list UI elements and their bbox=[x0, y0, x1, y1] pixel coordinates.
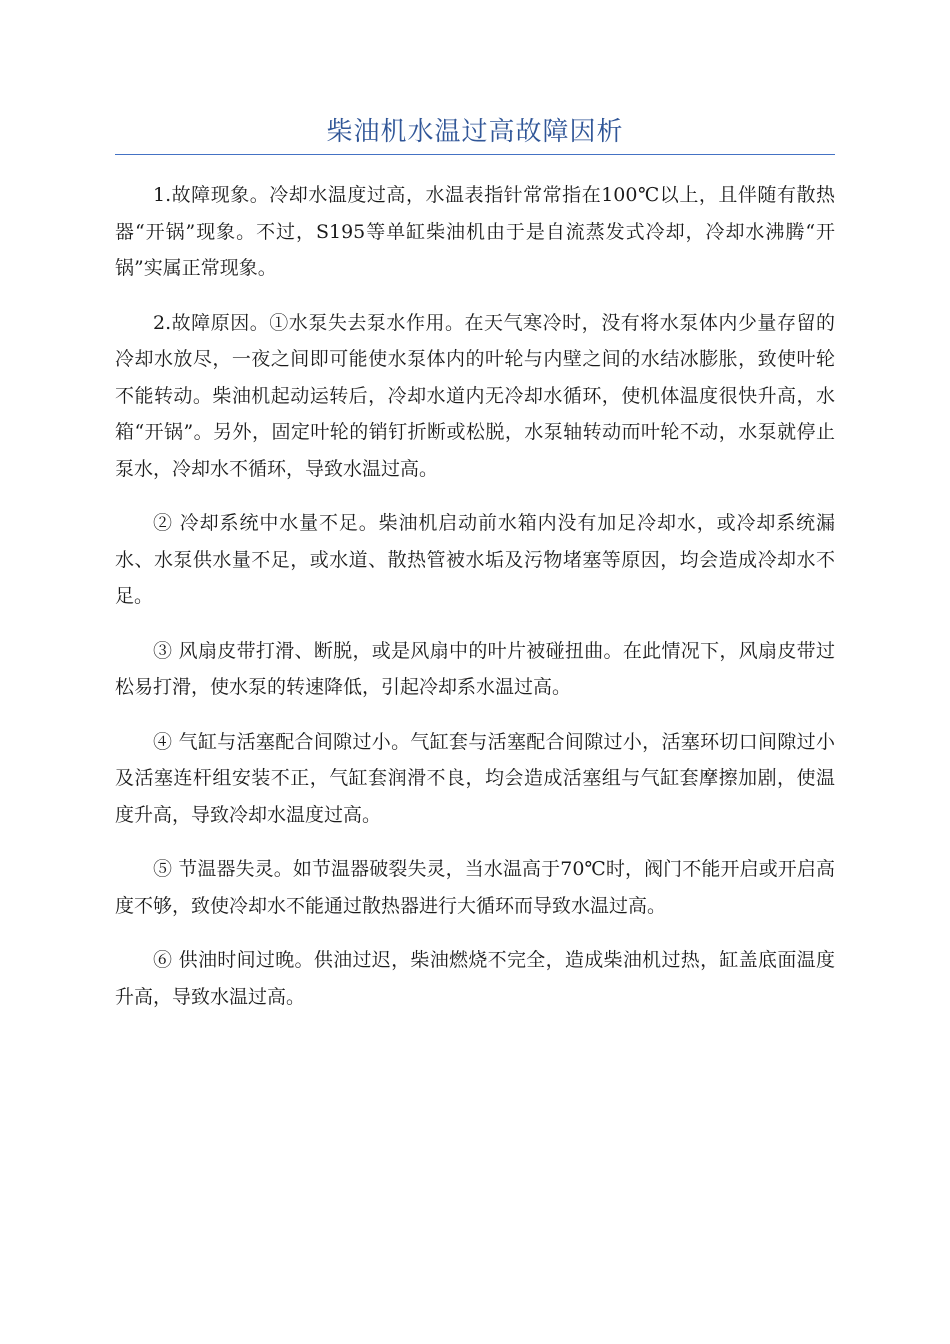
paragraph-injection-timing: ⑥ 供油时间过晚。供油过迟，柴油燃烧不完全，造成柴油机过热，缸盖底面温度升高，导致水温过高。 bbox=[115, 949, 835, 1008]
paragraph-thermostat: ⑤ 节温器失灵。如节温器破裂失灵，当水温高于70℃时，阀门不能开启或开启高度不够，致使冷却水不能通过散热器进行大循环而导致水温过高。 bbox=[115, 858, 835, 917]
paragraph-insufficient-water: ② 冷却系统中水量不足。柴油机启动前水箱内没有加足冷却水，或冷却系统漏水、水泵供水量不足，或水道、散热管被水垢及污物堵塞等原因，均会造成冷却水不足。 bbox=[115, 512, 835, 607]
paragraph-fault-symptom: 1.故障现象。冷却水温度过高，水温表指针常常指在100℃以上，且伴随有散热器“开锅”现象。不过，S195等单缸柴油机由于是自流蒸发式冷却，冷却水沸腾“开锅”实属正常现象。 bbox=[115, 184, 835, 279]
document-body bbox=[115, 177, 835, 1033]
document-title: 柴油机水温过高故障因析 bbox=[326, 117, 624, 147]
paragraph-cylinder-clearance: ④ 气缸与活塞配合间隙过小。气缸套与活塞配合间隙过小，活塞环切口间隙过小及活塞连杆组安装不正，气缸套润滑不良，均会造成活塞组与气缸套摩擦加剧，使温度升高，导致冷却水温度过高。 bbox=[115, 730, 835, 826]
paragraph-fault-cause-water-pump: 2.故障原因。①水泵失去泵水作用。在天气寒冷时，没有将水泵体内少量存留的冷却水放尽，一夜之间即可能使水泵体内的叶轮与内壁之间的水结冰膨胀，致使叶轮不能转动。柴油机起动运转后，冷却水道内无冷却水循环，使机体温度很快升高，水箱“开锅”。另外，固定叶轮的销钉折断或松脱，水泵轴转动而叶轮不动，水泵就停止泵水，冷却水不循环，导致水温过高。 bbox=[115, 311, 835, 480]
title-underline bbox=[115, 154, 835, 155]
paragraph-fan-belt: ③ 风扇皮带打滑、断脱，或是风扇中的叶片被碰扭曲。在此情况下，风扇皮带过松易打滑，使水泵的转速降低，引起冷却系水温过高。 bbox=[115, 639, 835, 698]
